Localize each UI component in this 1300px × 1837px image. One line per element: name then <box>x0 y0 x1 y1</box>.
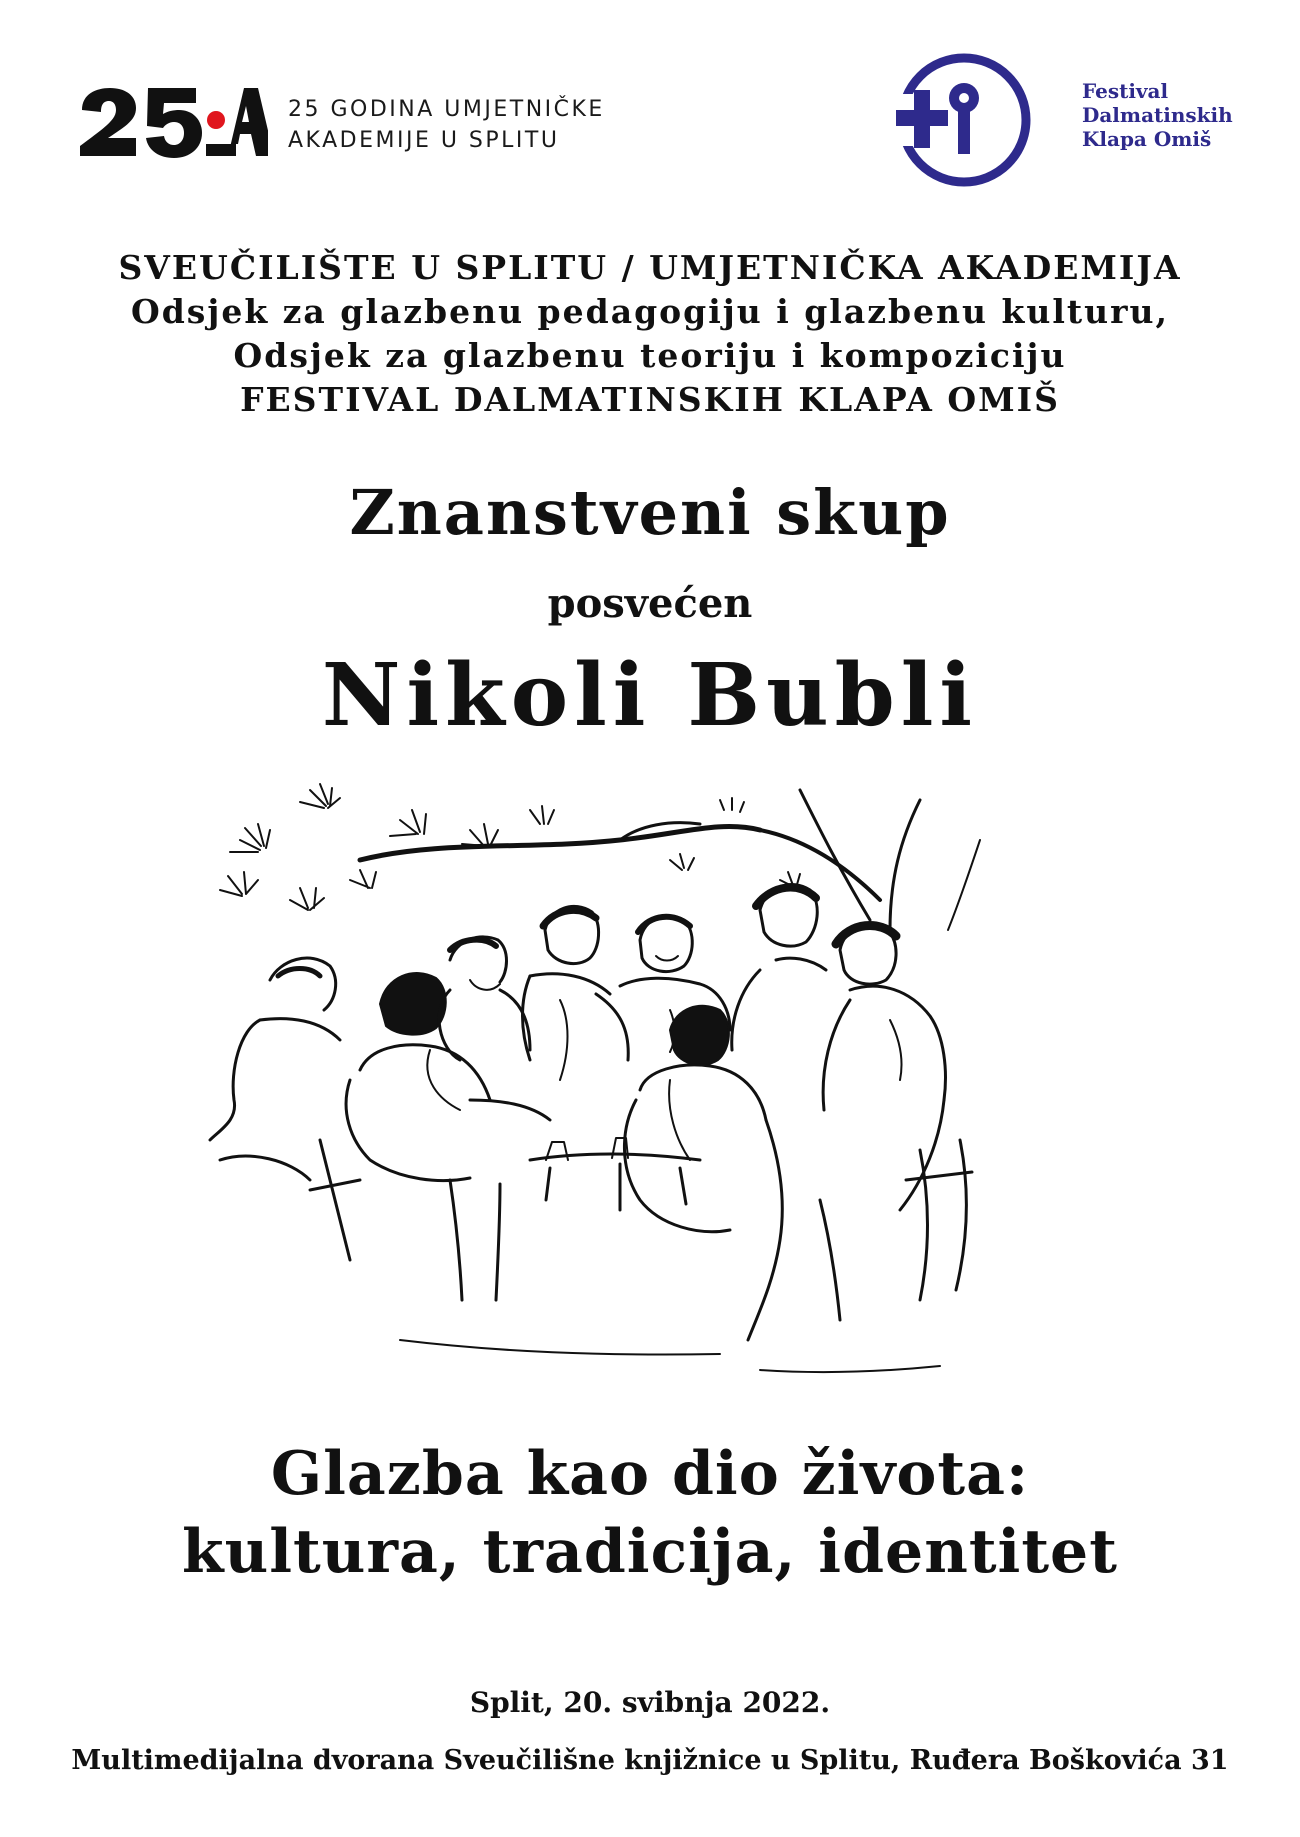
festival-microphone-icon <box>888 50 1038 190</box>
organizer-line: Odsjek za glazbenu pedagogiju i glazbenu kulturu, <box>130 292 1170 331</box>
festival-logo-text <box>1082 79 1233 151</box>
event-date: Split, 20. svibnja 2022. <box>469 1686 831 1719</box>
academy-logo-line1: 25 GODINA UMJETNIČKE <box>288 97 605 122</box>
honoree-name: Nikoli Bubli <box>321 645 979 746</box>
red-dot-icon <box>207 111 225 129</box>
25a-logo-mark <box>78 88 268 158</box>
event-type-title: Znanstveni skup <box>349 476 951 549</box>
festival-logo <box>888 50 1248 190</box>
klapa-sketch-illustration <box>200 780 1100 1400</box>
academy-logo-text <box>288 94 605 156</box>
organizer-line: SVEUČILIŠTE U SPLITU / UMJETNIČKA AKADEMIJA <box>118 248 1182 287</box>
theme-line2: kultura, tradicija, identitet <box>182 1517 1118 1587</box>
theme-line1: Glazba kao dio života: <box>270 1439 1030 1509</box>
academy-logo-line2: AKADEMIJE U SPLITU <box>288 128 560 153</box>
festival-logo-line1: Festival <box>1082 79 1169 103</box>
conference-theme <box>0 1435 1300 1591</box>
dedication-label: posvećen <box>547 580 753 627</box>
festival-logo-line2: Dalmatinskih <box>1082 103 1233 127</box>
festival-logo-line3: Klapa Omiš <box>1082 127 1212 151</box>
organizers-block <box>0 246 1300 422</box>
organizer-line: Odsjek za glazbenu teoriju i kompoziciju <box>233 336 1067 375</box>
organizer-line: FESTIVAL DALMATINSKIH KLAPA OMIŠ <box>240 380 1060 419</box>
event-venue: Multimedijalna dvorana Sveučilišne knjižnice u Splitu, Ruđera Boškovića 31 <box>71 1745 1229 1776</box>
academy-anniversary-logo <box>78 88 618 168</box>
